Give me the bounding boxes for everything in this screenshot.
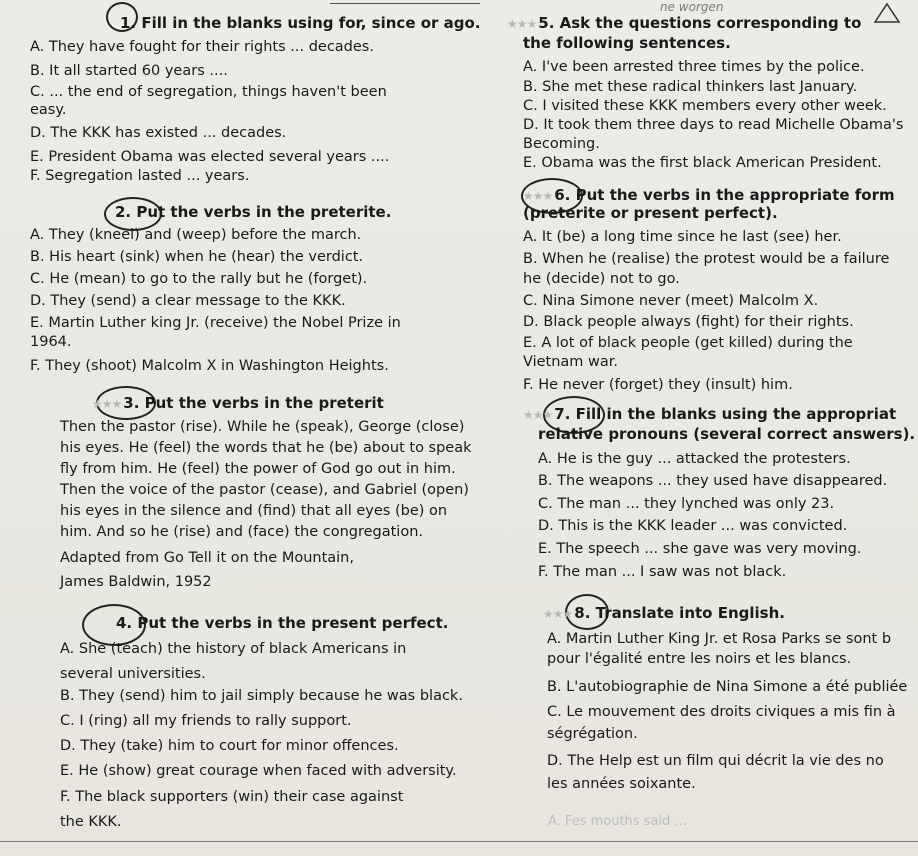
difficulty-stars-icon: ★★★ [523, 189, 553, 203]
ex5-line: D. It took them three days to read Michelle Obama's [523, 117, 904, 133]
difficulty-stars-icon: ★★★ [507, 17, 537, 31]
ex5-line: Becoming. [523, 136, 600, 152]
ex3-line: his eyes in the silence and (find) that all eyes (be) on [60, 503, 448, 519]
ex6-line: E. A lot of black people (get killed) during the [523, 335, 853, 351]
ex2-item: B. His heart (sink) when he (hear) the verdict. [30, 249, 364, 265]
handwritten-scribble: ne worgen [660, 0, 724, 14]
ex8-line: pour l'égalité entre les noirs et les blancs. [547, 651, 852, 667]
ex7-line: C. The man ... they lynched was only 23. [538, 496, 835, 512]
exercise-4-title: 4. Put the verbs in the present perfect. [116, 614, 449, 632]
faint-handwriting: A. Fes mouths said ... [548, 814, 687, 829]
ex7-line: E. The speech ... she gave was very moving. [538, 541, 862, 557]
ex5-line: E. Obama was the first black American President. [523, 155, 882, 171]
bottom-rule [0, 841, 918, 842]
exercise-6-title-cont: (preterite or present perfect). [523, 204, 778, 222]
ex2-item: E. Martin Luther king Jr. (receive) the Nobel Prize in [30, 315, 401, 331]
ex4-line: A. She (teach) the history of black Americans in [60, 641, 407, 657]
ex4-line: several universities. [60, 666, 206, 682]
ex1-item: E. President Obama was elected several years .... [30, 149, 390, 165]
exercise-5-title-cont: the following sentences. [523, 34, 731, 52]
ex3-line: Then the pastor (rise). While he (speak), George (close) [60, 419, 465, 435]
ex4-line: E. He (show) great courage when faced with adversity. [60, 763, 457, 779]
ex6-line: A. It (be) a long time since he last (see) her. [523, 229, 842, 245]
ex8-line: les années soixante. [547, 776, 696, 792]
ex6-line: he (decide) not to go. [523, 271, 680, 287]
ex1-item: B. It all started 60 years .... [30, 63, 228, 79]
ex3-source: Adapted from Go Tell it on the Mountain, [60, 550, 354, 566]
ex6-line: C. Nina Simone never (meet) Malcolm X. [523, 293, 819, 309]
ex7-line: D. This is the KKK leader ... was convicted. [538, 518, 848, 534]
ex6-line: D. Black people always (fight) for their rights. [523, 314, 854, 330]
difficulty-stars-icon: ★★★ [92, 397, 122, 411]
ex8-line: B. L'autobiographie de Nina Simone a été publiée [547, 679, 908, 695]
ex6-line: B. When he (realise) the protest would be a failure [523, 251, 890, 267]
ex4-line: B. They (send) him to jail simply because he was black. [60, 688, 463, 704]
ex4-line: the KKK. [60, 814, 122, 830]
exercise-1-title: 1. Fill in the blanks using for, since or ago. [120, 14, 481, 32]
difficulty-stars-icon: ★★★ [543, 607, 573, 621]
ex1-item: C. ... the end of segregation, things haven't been [30, 84, 387, 100]
ex8-line: D. The Help est un film qui décrit la vie des no [547, 753, 884, 769]
ex3-line: Then the voice of the pastor (cease), and Gabriel (open) [60, 482, 469, 498]
ex8-line: ségrégation. [547, 726, 638, 742]
ex3-line: fly from him. He (feel) the power of God go out in him. [60, 461, 456, 477]
ex3-line: him. And so he (rise) and (face) the congregation. [60, 524, 424, 540]
warning-triangle-icon [872, 2, 902, 24]
ex2-item: D. They (send) a clear message to the KKK. [30, 293, 346, 309]
exercise-6-title: 6. Put the verbs in the appropriate form [554, 186, 895, 204]
difficulty-stars-icon: ★★★ [523, 408, 553, 422]
ex5-line: B. She met these radical thinkers last January. [523, 79, 858, 95]
ex7-line: A. He is the guy ... attacked the protesters. [538, 451, 851, 467]
exercise-5-title: 5. Ask the questions corresponding to [538, 14, 862, 32]
ex7-line: B. The weapons ... they used have disappeared. [538, 473, 888, 489]
exercise-7-title: 7. Fill in the blanks using the appropriat [554, 405, 897, 423]
exercise-2-title: 2. Put the verbs in the preterite. [115, 203, 392, 221]
exercise-7-title-cont: relative pronouns (several correct answers). [538, 425, 916, 443]
ex1-item: F. Segregation lasted ... years. [30, 168, 250, 184]
ex2-item: 1964. [30, 334, 72, 350]
exercise-3-title: 3. Put the verbs in the preterit [123, 394, 384, 412]
ex4-line: D. They (take) him to court for minor offences. [60, 738, 399, 754]
ex8-line: A. Martin Luther King Jr. et Rosa Parks se sont b [547, 631, 892, 647]
ex4-line: C. I (ring) all my friends to rally support. [60, 713, 352, 729]
ex8-line: C. Le mouvement des droits civiques a mis fin à [547, 704, 896, 720]
ex5-line: C. I visited these KKK members every other week. [523, 98, 887, 114]
ex7-line: F. The man ... I saw was not black. [538, 564, 787, 580]
ex1-item: A. They have fought for their rights ... decades. [30, 39, 374, 55]
ex1-item: easy. [30, 102, 67, 118]
exercise-8-title: 8. Translate into English. [574, 604, 785, 622]
ex1-item: D. The KKK has existed ... decades. [30, 125, 287, 141]
ex2-item: A. They (kneel) and (weep) before the march. [30, 227, 362, 243]
ex4-line: F. The black supporters (win) their case against [60, 789, 404, 805]
top-rule [330, 3, 480, 4]
ex2-item: F. They (shoot) Malcolm X in Washington Heights. [30, 358, 389, 374]
ex3-source: James Baldwin, 1952 [60, 574, 212, 590]
ex2-item: C. He (mean) to go to the rally but he (forget). [30, 271, 368, 287]
ex5-line: A. I've been arrested three times by the police. [523, 59, 865, 75]
ex3-line: his eyes. He (feel) the words that he (be) about to speak [60, 440, 472, 456]
ex6-line: Vietnam war. [523, 354, 619, 370]
ex6-line: F. He never (forget) they (insult) him. [523, 377, 793, 393]
